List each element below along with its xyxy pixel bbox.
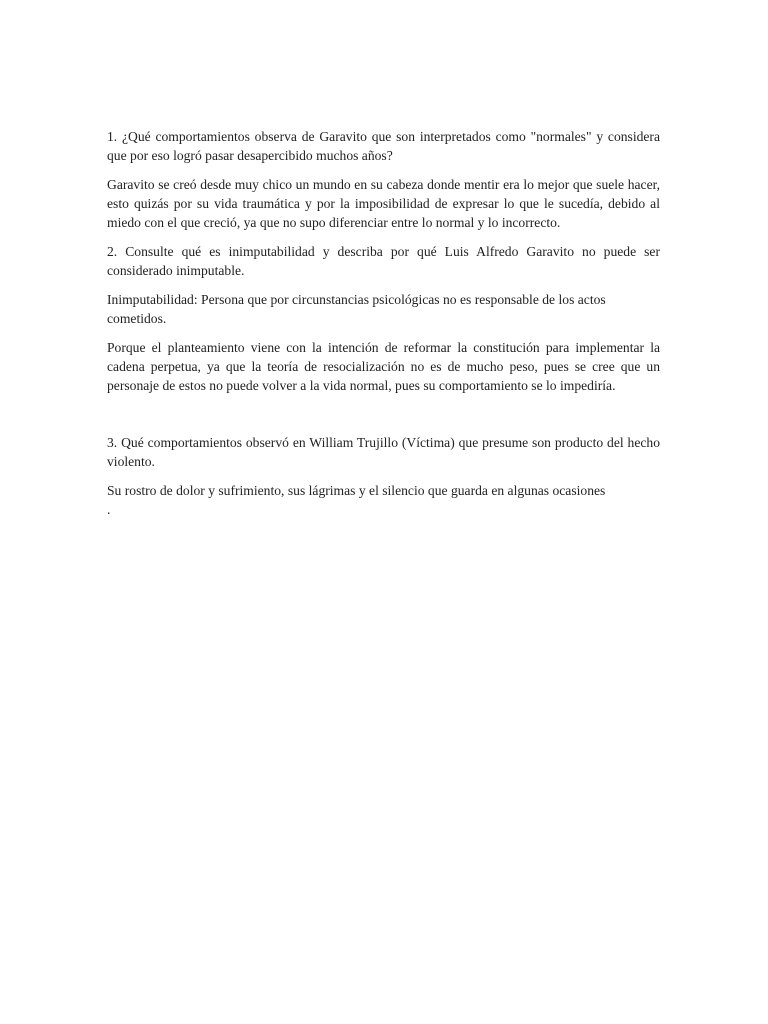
answer-2: Porque el planteamiento viene con la intención de reformar la constitución para implementar la cadena perpetua, ya que la teoría de resocialización no es de mucho peso, pues se cree que un personaje de estos no puede volver a la vida normal, pues su comportamiento se lo impediría.	[107, 340, 660, 393]
definition-inimputabilidad: Inimputabilidad: Persona que por circunstancias psicológicas no es responsable de los actos cometidos.	[107, 292, 606, 326]
question-3: 3. Qué comportamientos observó en William Trujillo (Víctima) que presume son producto del hecho violento.	[107, 435, 660, 469]
paragraph-spacer	[107, 405, 660, 433]
question-1: 1. ¿Qué comportamientos observa de Garavito que son interpretados como "normales" y considera que por eso logró pasar desapercibido muchos años?	[107, 129, 660, 163]
answer-3-trailing-period: .	[107, 502, 111, 517]
answer-1: Garavito se creó desde muy chico un mundo en su cabeza donde mentir era lo mejor que suele hacer, esto quizás por su vida traumática y por la imposibilidad de expresar lo que le sucedía, debido al miedo con el que creció, ya que no supo diferenciar entre lo normal y lo incorrecto.	[107, 177, 660, 230]
answer-3: Su rostro de dolor y sufrimiento, sus lágrimas y el silencio que guarda en algunas ocasiones	[107, 483, 606, 498]
document-body	[107, 127, 660, 519]
question-2: 2. Consulte qué es inimputabilidad y describa por qué Luis Alfredo Garavito no puede ser considerado inimputable.	[107, 244, 660, 278]
